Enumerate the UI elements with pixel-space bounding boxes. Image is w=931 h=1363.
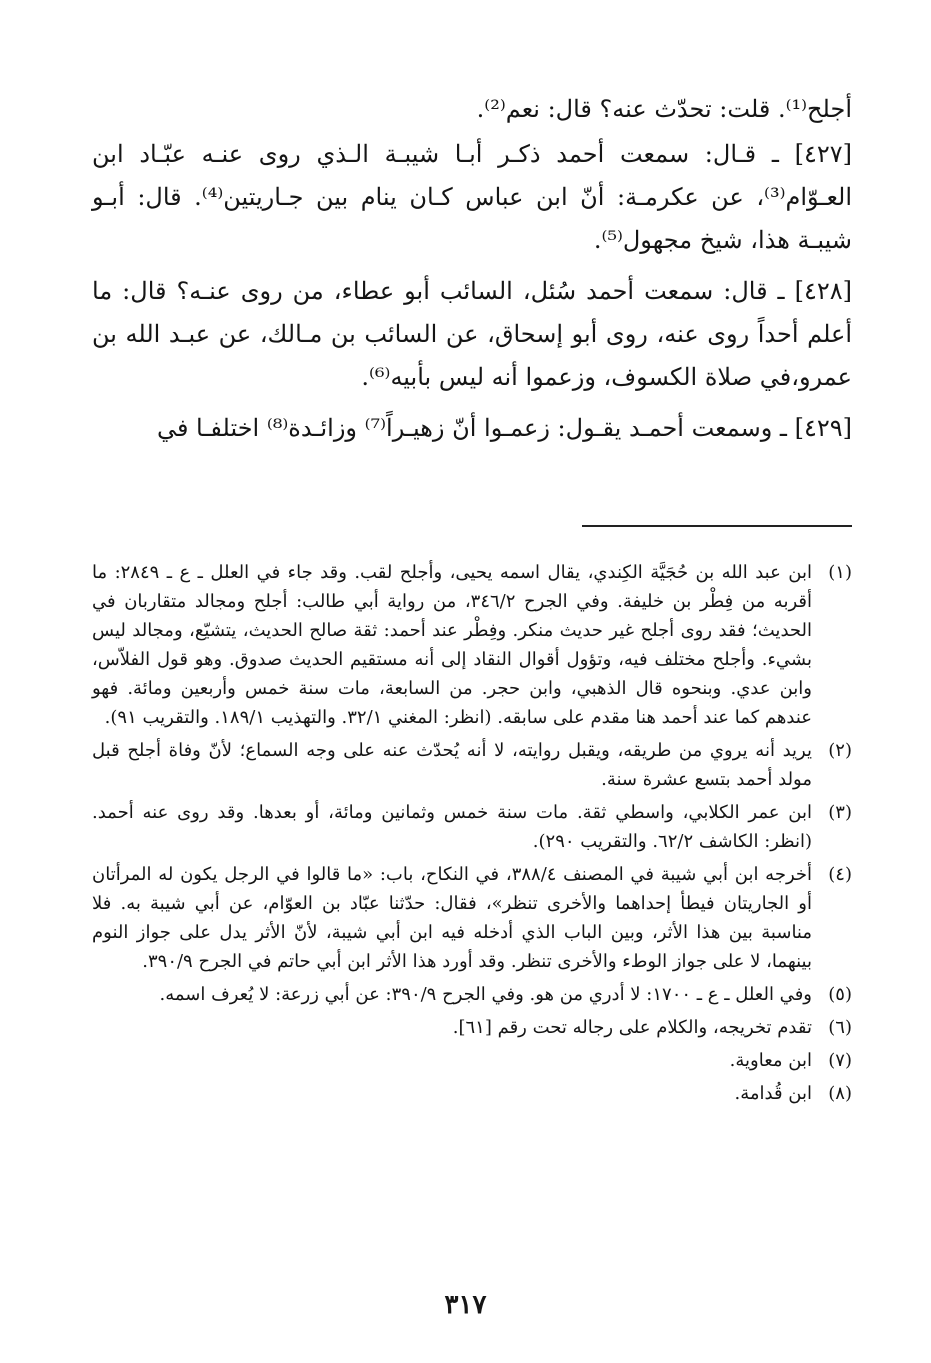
paragraph-0: أجلح⁽¹⁾. قلت: تحدّث عنه؟ قال: نعم⁽²⁾. — [476, 95, 852, 123]
footnote — [92, 736, 852, 794]
footnote-text: تقدم تخريجه، والكلام على رجاله تحت رقم [٦١]. — [452, 1017, 812, 1038]
footnote — [92, 1079, 852, 1108]
page-number: ٣١٧ — [444, 1290, 487, 1320]
main-text — [92, 88, 852, 450]
paragraph-429: [٤٢٩] ـ وسمعت أحمـد يقـول: زعمـوا أنّ زهيـراً⁽⁷⁾ وزائـدة⁽⁸⁾ اختلفـا في — [156, 414, 852, 442]
footnote — [92, 1046, 852, 1075]
paragraph-427: [٤٢٧] ـ قـال: سمعت أحمد ذكـر أبـا شيبـة الـذي روى عنـه عبّـاد ابن العـوّام⁽³⁾، عن عكرمـة: أنّ ابن عباس كـان ينام بين جـاريتين⁽⁴⁾. قال: أبـو شيبـة هذا، شيخ مجهول⁽⁵⁾. — [92, 140, 853, 254]
footnote — [92, 558, 852, 732]
footnote-number: (٢) — [828, 740, 852, 761]
footnote-number: (٤) — [828, 864, 852, 885]
footnote — [92, 860, 852, 976]
footnote — [92, 798, 852, 856]
footnote-text: ابن عبد الله بن حُجَيَّة الكِندي، يقال اسمه يحيى، وأجلح لقب. وقد جاء في العلل ـ ع ـ ٢٨٤٩: ما أقربه من فِطْر بن خليفة. وفي الجرح ٣٤٦/٢، من رواية أبي طالب: أجلح ومجالد متقاربان في الحديث؛ فقد روى أجلح غير حديث منكر. وفِطْر عند أحمد: ثقة صالح الحديث، يتشيّع، ومجالد ليس بشيء. وأجلح مختلف فيه، وتؤول أقوال النقاد إلى أنه مستقيم الحديث صدوق. وهو قول الفلاّس، وابن عدي. وبنحوه قال الذهبي، وابن حجر. من السابعة، مات سنة خمس وأربعين ومائة. فهو عندهم كما عند أحمد هنا مقدم على سابقه. (انظر: المغني ٣٢/١. والتهذيب ١٨٩/١. والتقريب ٩١). — [92, 562, 812, 728]
paragraph-428: [٤٢٨] ـ قال: سمعت أحمد سُئل، السائب أبو عطاء، من روى عنـه؟ قال: ما أعلم أحداً روى عنه، روى أبو إسحاق، عن السائب بن مـالك، عن عبـد الله بن عمرو،في صلاة الكسوف، وزعموا أنه ليس بأبيه⁽⁶⁾. — [92, 277, 852, 391]
footnote-text: أخرجه ابن أبي شيبة في المصنف ٣٨٨/٤، في النكاح، باب: «ما قالوا في الرجل يكون له المرأتان أو الجاريتان فيطأ إحداهما والأخرى تنظر»، فقال: حدّثنا عبّاد بن العوّام، عن أبي شيبة به. فلا مناسبة بين هذا الأثر، وبين الباب الذي أدخله فيه ابن أبي شيبة، لأنّ الأثر يدل على جواز النوم بينهما، لا على جواز الوطء والأخرى تنظر. وقد أورد هذا الأثر ابن أبي حاتم في الجرح ٣٩٠/٩. — [92, 864, 812, 972]
footnote-number: (٥) — [828, 984, 852, 1005]
footnote-text: ابن معاوية. — [729, 1050, 812, 1071]
footnote-number: (٣) — [828, 802, 852, 823]
footnote-number: (٨) — [828, 1083, 852, 1104]
footnotes — [92, 558, 852, 1112]
footnote-text: وفي العلل ـ ع ـ ١٧٠٠: لا أدري من هو. وفي الجرح ٣٩٠/٩: عن أبي زرعة: لا يُعرف اسمه. — [159, 984, 812, 1005]
footnote-number: (٧) — [828, 1050, 852, 1071]
footnote-number: (٦) — [828, 1017, 852, 1038]
footnote-separator — [582, 525, 852, 527]
footnote — [92, 1013, 852, 1042]
page-body — [92, 88, 853, 1104]
footnote-text: ابن قُدامة. — [734, 1083, 812, 1104]
footnote-text: ابن عمر الكلابي، واسطي ثقة. مات سنة خمس وثمانين ومائة، أو بعدها. وقد روى عنه أحمد. (انظر: الكاشف ٦٢/٢. والتقريب ٢٩٠). — [92, 802, 812, 852]
footnote-number: (١) — [828, 562, 852, 583]
footnote — [92, 980, 852, 1009]
footnote-text: يريد أنه يروي من طريقه، ويقبل روايته، لا أنه يُحدّث عنه على وجه السماع؛ لأنّ وفاة أجلح قبل مولد أحمد بتسع عشرة سنة. — [92, 740, 812, 790]
